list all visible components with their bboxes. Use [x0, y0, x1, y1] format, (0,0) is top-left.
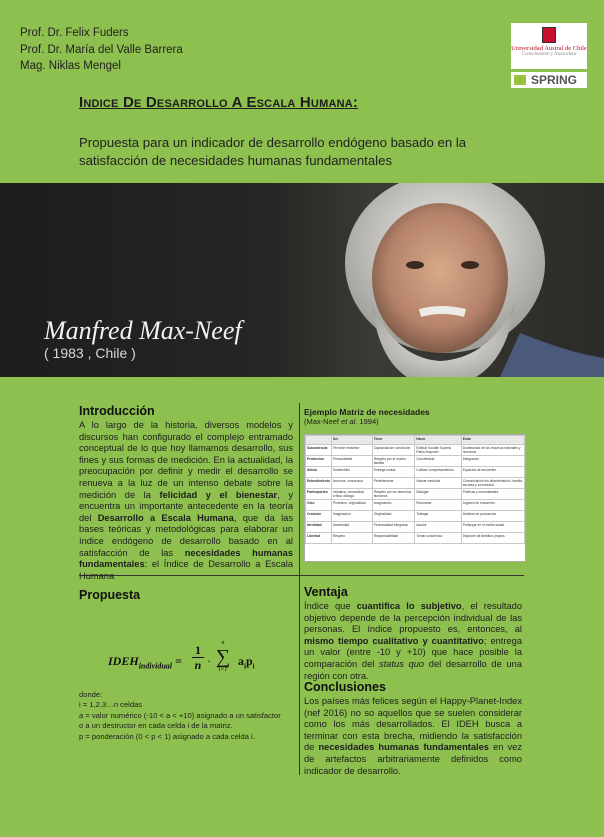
- matrix-cell: Respeto: [331, 533, 372, 544]
- sum-upper: n: [221, 640, 225, 646]
- matrix-cell: Subsistencia: [306, 445, 332, 456]
- uach-logo: [511, 23, 587, 69]
- conclusiones-text-part: en vez de artefactos arbitrariamente definidos como indicador de desarrollo.: [304, 742, 522, 776]
- matrix-cell: Políticas y comunidades: [461, 489, 524, 500]
- matrix-cell: Respeto por el núcleo familiar: [372, 456, 415, 467]
- poster-subtitle: Propuesta para un indicador de desarrollo endógeno basado en la satisfacción de necesidades humanas fundamentales: [79, 135, 467, 168]
- ventaja-section: [304, 585, 522, 682]
- spring-logo: [511, 72, 587, 88]
- formula-legend: [79, 690, 304, 742]
- conclusiones-section: [304, 680, 522, 777]
- matrix-header-cell: Ser: [331, 436, 372, 445]
- matrix-cell: Ámbitos de producción: [461, 511, 524, 522]
- formula-dot: ·: [207, 654, 211, 668]
- uach-name: Universidad Austral de Chile: [511, 45, 587, 52]
- intro-heading: Introducción: [79, 404, 155, 418]
- conclusiones-text-part: Los países más felices según el Happy-Planet-Index (nef 2016) no so aquellos que se suelen considerar como los más desarrollados. El IDEH busca a terminar con esta brecha, midiendo la satisfacción de: [304, 696, 522, 753]
- ventaja-text-part: ; entrega un valor (entre -10 y +10) que hace posible la comparación del: [304, 635, 522, 669]
- matrix-cell: Respeto por los derechos humanos: [372, 489, 415, 500]
- matrix-cell: Sostenibles: [331, 467, 372, 478]
- matrix-header-cell: Estar: [461, 436, 524, 445]
- matrix-cell: Participar en el medio social: [461, 522, 524, 533]
- matrix-row: [306, 467, 525, 478]
- matrix-cell: Recrearse: [415, 500, 461, 511]
- propuesta-section: [79, 588, 293, 604]
- author-name: Prof. Dr. María del Valle Barrera: [20, 43, 183, 56]
- matrix-cell: Cultivar comportamientos: [415, 467, 461, 478]
- formula-numerator: 1: [192, 643, 204, 658]
- matrix-cell: Persistencias: [372, 478, 415, 489]
- formula-eq: =: [172, 654, 182, 668]
- matrix-header-cell: [306, 436, 332, 445]
- formula-a-index: i: [244, 662, 246, 671]
- formula-a: a: [238, 654, 244, 668]
- matrix-row: [306, 445, 525, 456]
- legend-line: o a un destructor en cada celda i de la matriz.: [79, 721, 233, 731]
- matrix-cell: Identidad: [306, 522, 332, 533]
- matrix-cell: Edificar Sociale Superio Pablo Ampuder: [415, 445, 461, 456]
- citation-part: 1994): [357, 417, 379, 426]
- matrix-cell: Valorar métodos: [415, 478, 461, 489]
- legend-line: i = 1,2,3…n celdas: [79, 700, 143, 710]
- matrix-section: [304, 407, 526, 562]
- matrix-row: [306, 456, 525, 467]
- ventaja-bold: mismo tiempo cualitativo y cuantitativo: [304, 635, 484, 646]
- intro-text-part: , que da las bases teóricas y metodológicas para elaborar un índice endógeno de desarrollo basado en al satisfacción de las: [79, 512, 293, 558]
- authors-list: [20, 25, 183, 75]
- conclusiones-heading: Conclusiones: [304, 680, 386, 694]
- formula-denominator: n: [194, 658, 202, 672]
- matrix-cell: Iniciativa, humanidad crítica, diálogo: [331, 489, 372, 500]
- matrix-cell: Entrega mutua: [372, 467, 415, 478]
- formula-lhs: IDEH: [108, 654, 139, 668]
- formula-p-index: i: [252, 662, 255, 671]
- legend-line: a = valor numérico (-10 < a < +10) asignado a un satisfactor: [79, 710, 281, 720]
- matrix-cell: Comunicación sin discriminación, familia, escuela y comunidad: [462, 479, 523, 487]
- matrix-citation: [304, 417, 526, 426]
- matrix-cell: Imaginación: [372, 500, 415, 511]
- intro-text-part: A lo largo de la historia, diversos modelos y discursos han configurado el complejo entramado conceptual de lo que hoy llamamos desarrollo, sus fines y sus formas de medición. En la actualidad, la preocupación por definir y medir el desarrollo se renueva a la luz de un intenso debate sobre la medición de la: [79, 420, 293, 500]
- ventaja-text: [304, 601, 522, 682]
- matrix-cell: Ocio: [306, 500, 332, 511]
- matrix-cell: Libertad: [306, 533, 332, 544]
- matrix-cell: Originalidad: [372, 511, 415, 522]
- ventaja-text-part: Índice que: [304, 601, 357, 611]
- author-name: Prof. Dr. Felix Fuders: [20, 27, 129, 39]
- matrix-cell: Protección: [306, 456, 332, 467]
- portrait-banner: [0, 183, 604, 377]
- propuesta-heading: Propuesta: [79, 588, 141, 602]
- matrix-cell: Dialogar: [415, 489, 461, 500]
- intro-text-part: , y encuentra un importante antecedente en la teoría del: [79, 489, 293, 523]
- ideh-formula: [108, 640, 288, 684]
- matrix-cell: Espacios de encuentro: [461, 467, 524, 478]
- citation-italic: et al.: [341, 417, 358, 426]
- matrix-cell: Imaginación: [331, 511, 372, 522]
- matrix-row: [306, 489, 525, 500]
- crest-icon: [542, 27, 556, 43]
- matrix-header-row: [306, 436, 525, 445]
- sum-icon: ∑: [215, 646, 231, 668]
- matrix-cell: Asumir: [415, 522, 461, 533]
- matrix-cell: Profesión, originalidad: [331, 500, 372, 511]
- conclusiones-bold: necesidades humanas fundamentales: [318, 742, 489, 753]
- formula-p: p: [245, 654, 253, 668]
- matrix-cell: Personalidad integrada: [372, 522, 415, 533]
- matrix-row: [306, 511, 525, 522]
- matrix-cell: Integración: [461, 456, 524, 467]
- matrix-row: [306, 533, 525, 544]
- matrix-header-cell: Tener: [372, 436, 415, 445]
- intro-bold: necesidades humanas fundamentales: [79, 547, 293, 570]
- author-name: Mag. Niklas Mengel: [20, 60, 121, 72]
- matrix-row: [306, 522, 525, 533]
- banner-name: Manfred Max-Neef: [44, 316, 242, 345]
- matrix-cell: Trabajar: [415, 511, 461, 522]
- spring-mark-icon: [514, 75, 526, 85]
- matrix-cell: Lugares de encuentro: [461, 500, 524, 511]
- matrix-cell: Tomar conciencia: [415, 533, 461, 544]
- intro-text: [79, 420, 293, 582]
- intro-bold: Desarrollo a Escala Humana: [97, 512, 234, 523]
- ventaja-text-part: , el resultado objetivo depende de la percepción individual de las personas. El índice propuesto es, entonces, al: [304, 601, 523, 635]
- spring-label: SPRING: [531, 73, 578, 87]
- legend-line: donde:: [79, 690, 103, 699]
- citation-part: (Max-Neef: [304, 417, 342, 426]
- uach-tagline: Conocimiento y Naturaleza: [521, 52, 577, 57]
- poster-title: Indice De Desarrollo A Escala Humana:: [79, 94, 359, 111]
- matrix-cell: Responsabilidad: [372, 533, 415, 544]
- intro-text-part: : el Índice de Desarrollo a Escala Humana: [79, 559, 293, 581]
- matrix-cell: Entendimiento: [306, 478, 332, 489]
- matrix-title: Ejemplo Matriz de necesidades: [304, 407, 430, 417]
- formula-sub: individual: [138, 661, 173, 671]
- matrix-cell: Asertividad: [331, 522, 372, 533]
- matrix-cell: Creación: [306, 511, 332, 522]
- matrix-cell: Capacidad de convicción: [372, 445, 415, 456]
- matrix-header-cell: Hacer: [415, 436, 461, 445]
- matrix-cell: Participación: [306, 489, 332, 500]
- banner-year: ( 1983 , Chile ): [44, 345, 136, 361]
- matrix-cell: Terrorde resistirse: [331, 445, 372, 456]
- matrix-cell: Dominancia de los recursos naturales y humanos: [461, 445, 524, 456]
- ventaja-heading: Ventaja: [304, 585, 348, 599]
- matrix-row: [306, 478, 525, 489]
- needs-matrix-table: [305, 435, 525, 544]
- matrix-cell: Armonía, conciencia: [331, 478, 372, 489]
- sum-lower: i=1: [218, 667, 228, 673]
- needs-matrix-image: [304, 434, 526, 562]
- intro-section: [79, 404, 293, 582]
- ventaja-bold: cuantifica lo subjetivo: [356, 601, 462, 611]
- legend-line: p = ponderación (0 < p < 1) asignado a cada celda i.: [79, 731, 255, 741]
- matrix-cell: Concientizar: [415, 456, 461, 467]
- conclusiones-text: [304, 696, 522, 777]
- matrix-row: [306, 500, 525, 511]
- matrix-cell: Disponer de ámbitos propios: [461, 533, 524, 544]
- matrix-cell: Afecto: [306, 467, 332, 478]
- intro-bold: felicidad y el bienestar: [159, 489, 278, 500]
- matrix-cell: Personalidad: [331, 456, 372, 467]
- ventaja-italic: status quo: [379, 658, 425, 669]
- ventaja-text-part: del desarrollo de una región con otra.: [304, 658, 522, 681]
